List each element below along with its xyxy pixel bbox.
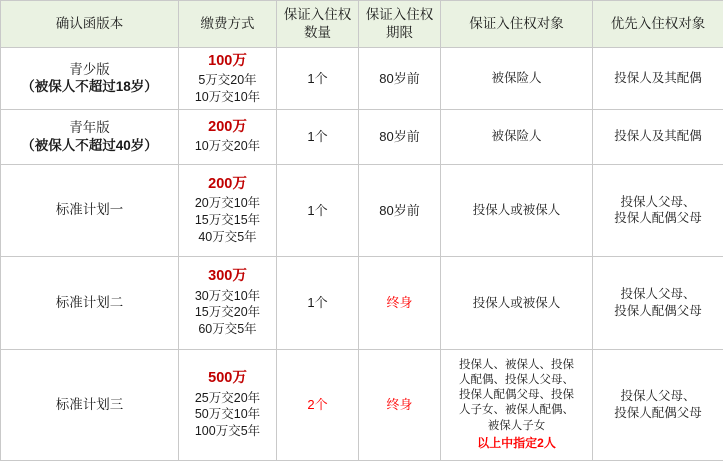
priority-object-line: 投保人配偶父母 <box>614 303 702 318</box>
payment-option: 15万交15年 <box>194 212 261 227</box>
guaranteed-object-line: 投保人、被保人、投保 <box>459 358 574 371</box>
version-main: 青少版 <box>69 61 110 77</box>
payment-option: 50万交10年 <box>194 407 261 422</box>
guaranteed-object-line: 被保险人 <box>491 71 542 86</box>
guaranteed-object-line: 被保险人 <box>491 129 542 144</box>
guaranteed-object-line: 被保人子女 <box>487 419 546 432</box>
column-header-term: 保证入住权期限 <box>359 1 441 48</box>
cell-term: 终身 <box>359 257 441 350</box>
priority-object-line: 投保人及其配偶 <box>614 129 702 144</box>
column-header-version: 确认函版本 <box>1 1 179 48</box>
cell-version <box>1 48 179 110</box>
guaranteed-object-line: 投保人或被保人 <box>472 203 561 218</box>
payment-amount: 500万 <box>208 370 247 387</box>
priority-object-line: 投保人配偶父母 <box>614 405 702 420</box>
cell-payment <box>179 164 277 257</box>
cell-guaranteed-object <box>441 109 593 164</box>
guaranteed-object-line: 人子女、被保人配偶、 <box>459 404 574 417</box>
guaranteed-object-line: 投保人配偶父母、投保 <box>459 389 574 402</box>
priority-object-line: 投保人配偶父母 <box>614 211 702 226</box>
table-row <box>1 349 723 460</box>
payment-option: 25万交20年 <box>194 390 261 405</box>
cell-count: 1个 <box>277 109 359 164</box>
cell-count: 1个 <box>277 164 359 257</box>
cell-guaranteed-object <box>441 48 593 110</box>
cell-payment <box>179 48 277 110</box>
payment-amount: 200万 <box>208 119 247 136</box>
payment-option: 20万交10年 <box>194 196 261 211</box>
cell-term: 80岁前 <box>359 48 441 110</box>
table-header <box>1 1 723 48</box>
cell-version <box>1 164 179 257</box>
cell-payment <box>179 349 277 460</box>
cell-payment <box>179 109 277 164</box>
table-row <box>1 109 723 164</box>
version-main: 标准计划一 <box>55 202 124 218</box>
payment-option: 30万交10年 <box>194 288 261 303</box>
priority-object-line: 投保人及其配偶 <box>614 71 702 86</box>
table-body <box>1 48 723 461</box>
payment-option: 100万交5年 <box>194 424 261 439</box>
table-row <box>1 257 723 350</box>
guaranteed-object-line: 投保人或被保人 <box>472 295 561 310</box>
version-main: 青年版 <box>69 119 110 135</box>
payment-amount: 300万 <box>208 268 247 285</box>
priority-object-line: 投保人父母、 <box>620 194 696 209</box>
cell-version <box>1 109 179 164</box>
cell-priority-object <box>593 257 723 350</box>
cell-priority-object <box>593 48 723 110</box>
column-header-count: 保证入住权数量 <box>277 1 359 48</box>
version-sub: （被保人不超过40岁） <box>21 137 158 153</box>
cell-term: 80岁前 <box>359 164 441 257</box>
table-row <box>1 164 723 257</box>
version-sub: （被保人不超过18岁） <box>21 79 158 95</box>
priority-object-line: 投保人父母、 <box>620 389 696 404</box>
column-header-priority-object: 优先入住权对象 <box>593 1 723 48</box>
priority-object-line: 投保人父母、 <box>620 287 696 302</box>
cell-payment <box>179 257 277 350</box>
version-main: 标准计划三 <box>55 396 124 412</box>
payment-option: 15万交20年 <box>194 305 261 320</box>
payment-option: 10万交10年 <box>194 89 261 104</box>
cell-version <box>1 349 179 460</box>
table-header-row <box>1 1 723 48</box>
payment-option: 60万交5年 <box>198 322 257 337</box>
cell-guaranteed-object <box>441 349 593 460</box>
column-header-guaranteed-object: 保证入住权对象 <box>441 1 593 48</box>
payment-option: 10万交20年 <box>194 139 261 154</box>
cell-version <box>1 257 179 350</box>
cell-priority-object <box>593 109 723 164</box>
cell-priority-object <box>593 164 723 257</box>
cell-priority-object <box>593 349 723 460</box>
cell-guaranteed-object <box>441 257 593 350</box>
cell-count: 1个 <box>277 48 359 110</box>
column-header-payment: 缴费方式 <box>179 1 277 48</box>
payment-amount: 200万 <box>208 175 247 192</box>
payment-option: 40万交5年 <box>198 229 257 244</box>
table-row <box>1 48 723 110</box>
cell-count: 1个 <box>277 257 359 350</box>
guaranteed-object-line: 人配偶、投保人父母、 <box>459 374 574 387</box>
cell-guaranteed-object <box>441 164 593 257</box>
cell-term: 80岁前 <box>359 109 441 164</box>
version-main: 标准计划二 <box>55 294 124 310</box>
cell-term: 终身 <box>359 349 441 460</box>
cell-count: 2个 <box>277 349 359 460</box>
payment-option: 5万交20年 <box>198 72 257 87</box>
guaranteed-object-note: 以上中指定2人 <box>477 435 556 450</box>
payment-amount: 100万 <box>208 52 247 69</box>
